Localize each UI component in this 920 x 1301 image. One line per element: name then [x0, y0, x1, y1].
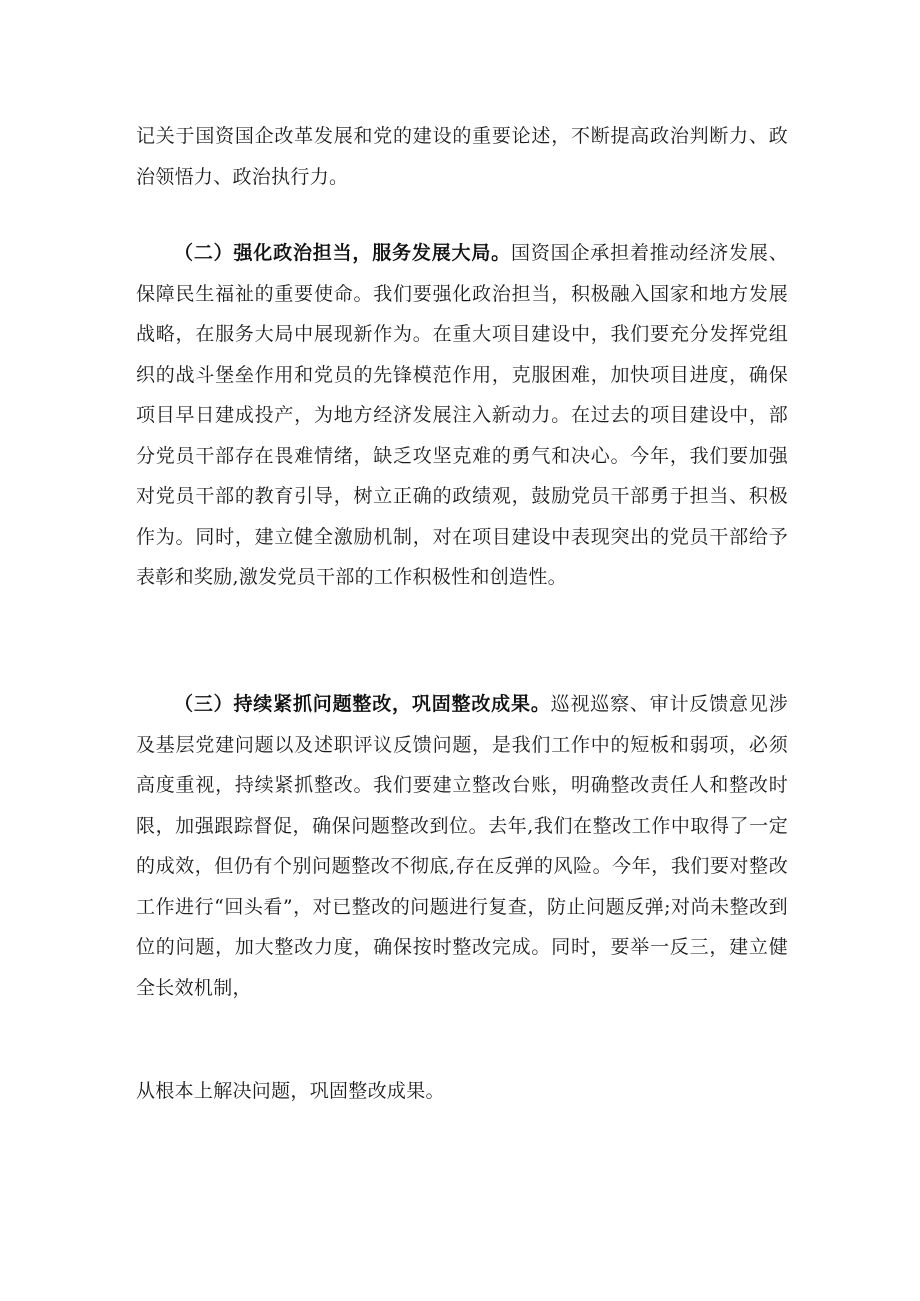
section-heading: （二）强化政治担当，服务发展大局。 [174, 242, 511, 264]
section-heading: （三）持续紧抓问题整改，巩固整改成果。 [174, 693, 551, 715]
paragraph-continuation [136, 116, 788, 197]
paragraph-section-3 [136, 684, 788, 1008]
paragraph-closing-line [136, 1071, 788, 1112]
paragraph-body: 国资国企承担着推动经济发展、保障民生福祉的重要使命。我们要强化政治担当，积极融入国家和地方发展战略，在服务大局中展现新作为。在重大项目建设中，我们要充分发挥党组织的战斗堡垒作用和党员的先锋模范作用，克服困难，加快项目进度，确保项目早日建成投产，为地方经济发展注入新动力。在过去的项目建设中，部分党员干部存在畏难情绪，缺乏攻坚克难的勇气和决心。今年，我们要加强对党员干部的教育引导，树立正确的政绩观，鼓励党员干部勇于担当、积极作为。同时，建立健全激励机制，对在项目建设中表现突出的党员干部给予表彰和奖励,激发党员干部的工作积极性和创造性。 [136, 242, 788, 588]
paragraph-body: 巡视巡察、审计反馈意见涉及基层党建问题以及述职评议反馈问题，是我们工作中的短板和弱项，必须高度重视，持续紧抓整改。我们要建立整改台账，明确整改责任人和整改时限，加强跟踪督促，确保问题整改到位。去年,我们在整改工作中取得了一定的成效，但仍有个别问题整改不彻底,存在反弹的风险。今年，我们要对整改工作进行“回头看”，对已整改的问题进行复查，防止问题反弹;对尚未整改到位的问题，加大整改力度，确保按时整改完成。同时，要举一反三，建立健全长效机制， [136, 693, 788, 999]
paragraph-body: 从根本上解决问题，巩固整改成果。 [136, 1080, 445, 1102]
paragraph-section-2 [136, 233, 788, 598]
paragraph-body: 记关于国资国企改革发展和党的建设的重要论述，不断提高政治判断力、政治领悟力、政治执行力。 [136, 125, 788, 188]
